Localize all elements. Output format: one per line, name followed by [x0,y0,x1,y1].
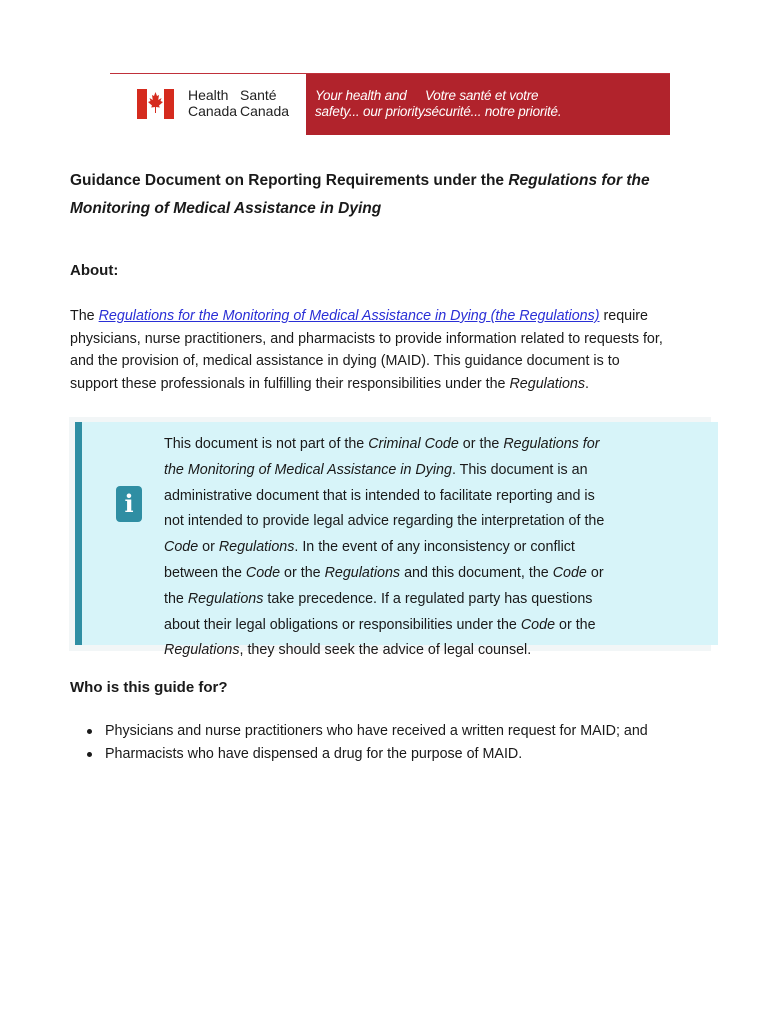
document-title [70,167,700,223]
list-item-text: Physicians and nurse practitioners who have received a written request for MAID; and [105,723,648,739]
intro-text: . [585,375,589,392]
intro-text: The [70,308,99,324]
health-canada-banner [110,73,670,135]
intro-text: require physicians, nurse practitioners, and pharmacists to provide information related to requests for, and the provision of, medical assistance in dying (MAID). This guidance document is to support these professionals in fulfilling their responsibilities under the [70,308,663,392]
wordmark-english [188,87,237,119]
list-item [70,743,648,766]
about-heading: About: [70,262,119,279]
tagline-french [425,88,561,120]
disclaimer-text: This document is not part of the Criminal Code or the Regulations for the Monitoring of Medical Assistance in Dying. This document is an administrative document that is intended to facilitate reporting and is not intended to provide legal advice regarding the interpretation of the Code or Regulations. In the event of any inconsistency or conflict between the Code or the Regulations and this document, the Code or the Regulations take precedence. If a regulated party has questions about their legal obligations or responsibilities under the Code or the Regulations, they should seek the advice of legal counsel. [164,436,605,659]
bullet-icon [87,729,92,734]
info-icon: i [116,486,142,522]
audience-list [70,720,648,766]
maple-leaf-icon [148,92,163,114]
about-paragraph [70,305,670,395]
regulations-link[interactable]: Regulations for the Monitoring of Medical Assistance in Dying (the Regulations) [98,308,600,324]
tagline-english [315,88,427,120]
canada-flag-icon [137,89,174,119]
disclaimer-notice-box [75,422,718,659]
title-text: Guidance Document on Reporting Requirements under the [70,172,509,189]
wordmark-fr-line1: Santé [240,87,277,103]
list-item-text: Pharmacists who have dispensed a drug for the purpose of MAID. [105,746,523,762]
list-item [70,720,648,743]
wordmark-en-line2: Canada [188,103,238,119]
tagline-en-line2: safety... our priority. [315,104,427,119]
wordmark-fr-line2: Canada [240,103,290,119]
audience-heading: Who is this guide for? [70,679,228,696]
wordmark-french [240,87,289,119]
wordmark-en-line1: Health [188,87,229,103]
intro-regulations-italic: Regulations [509,375,585,392]
title-regulations-name: Regulations for the Monitoring of Medical Assistance in Dying [70,172,650,217]
disclaimer-notice [69,417,711,659]
banner-tagline-panel [306,74,670,135]
bullet-icon [87,752,92,757]
tagline-fr-line1: Votre santé et votre [425,88,539,103]
tagline-en-line1: Your health and [315,88,407,103]
tagline-fr-line2: sécurité... notre priorité. [425,104,562,119]
